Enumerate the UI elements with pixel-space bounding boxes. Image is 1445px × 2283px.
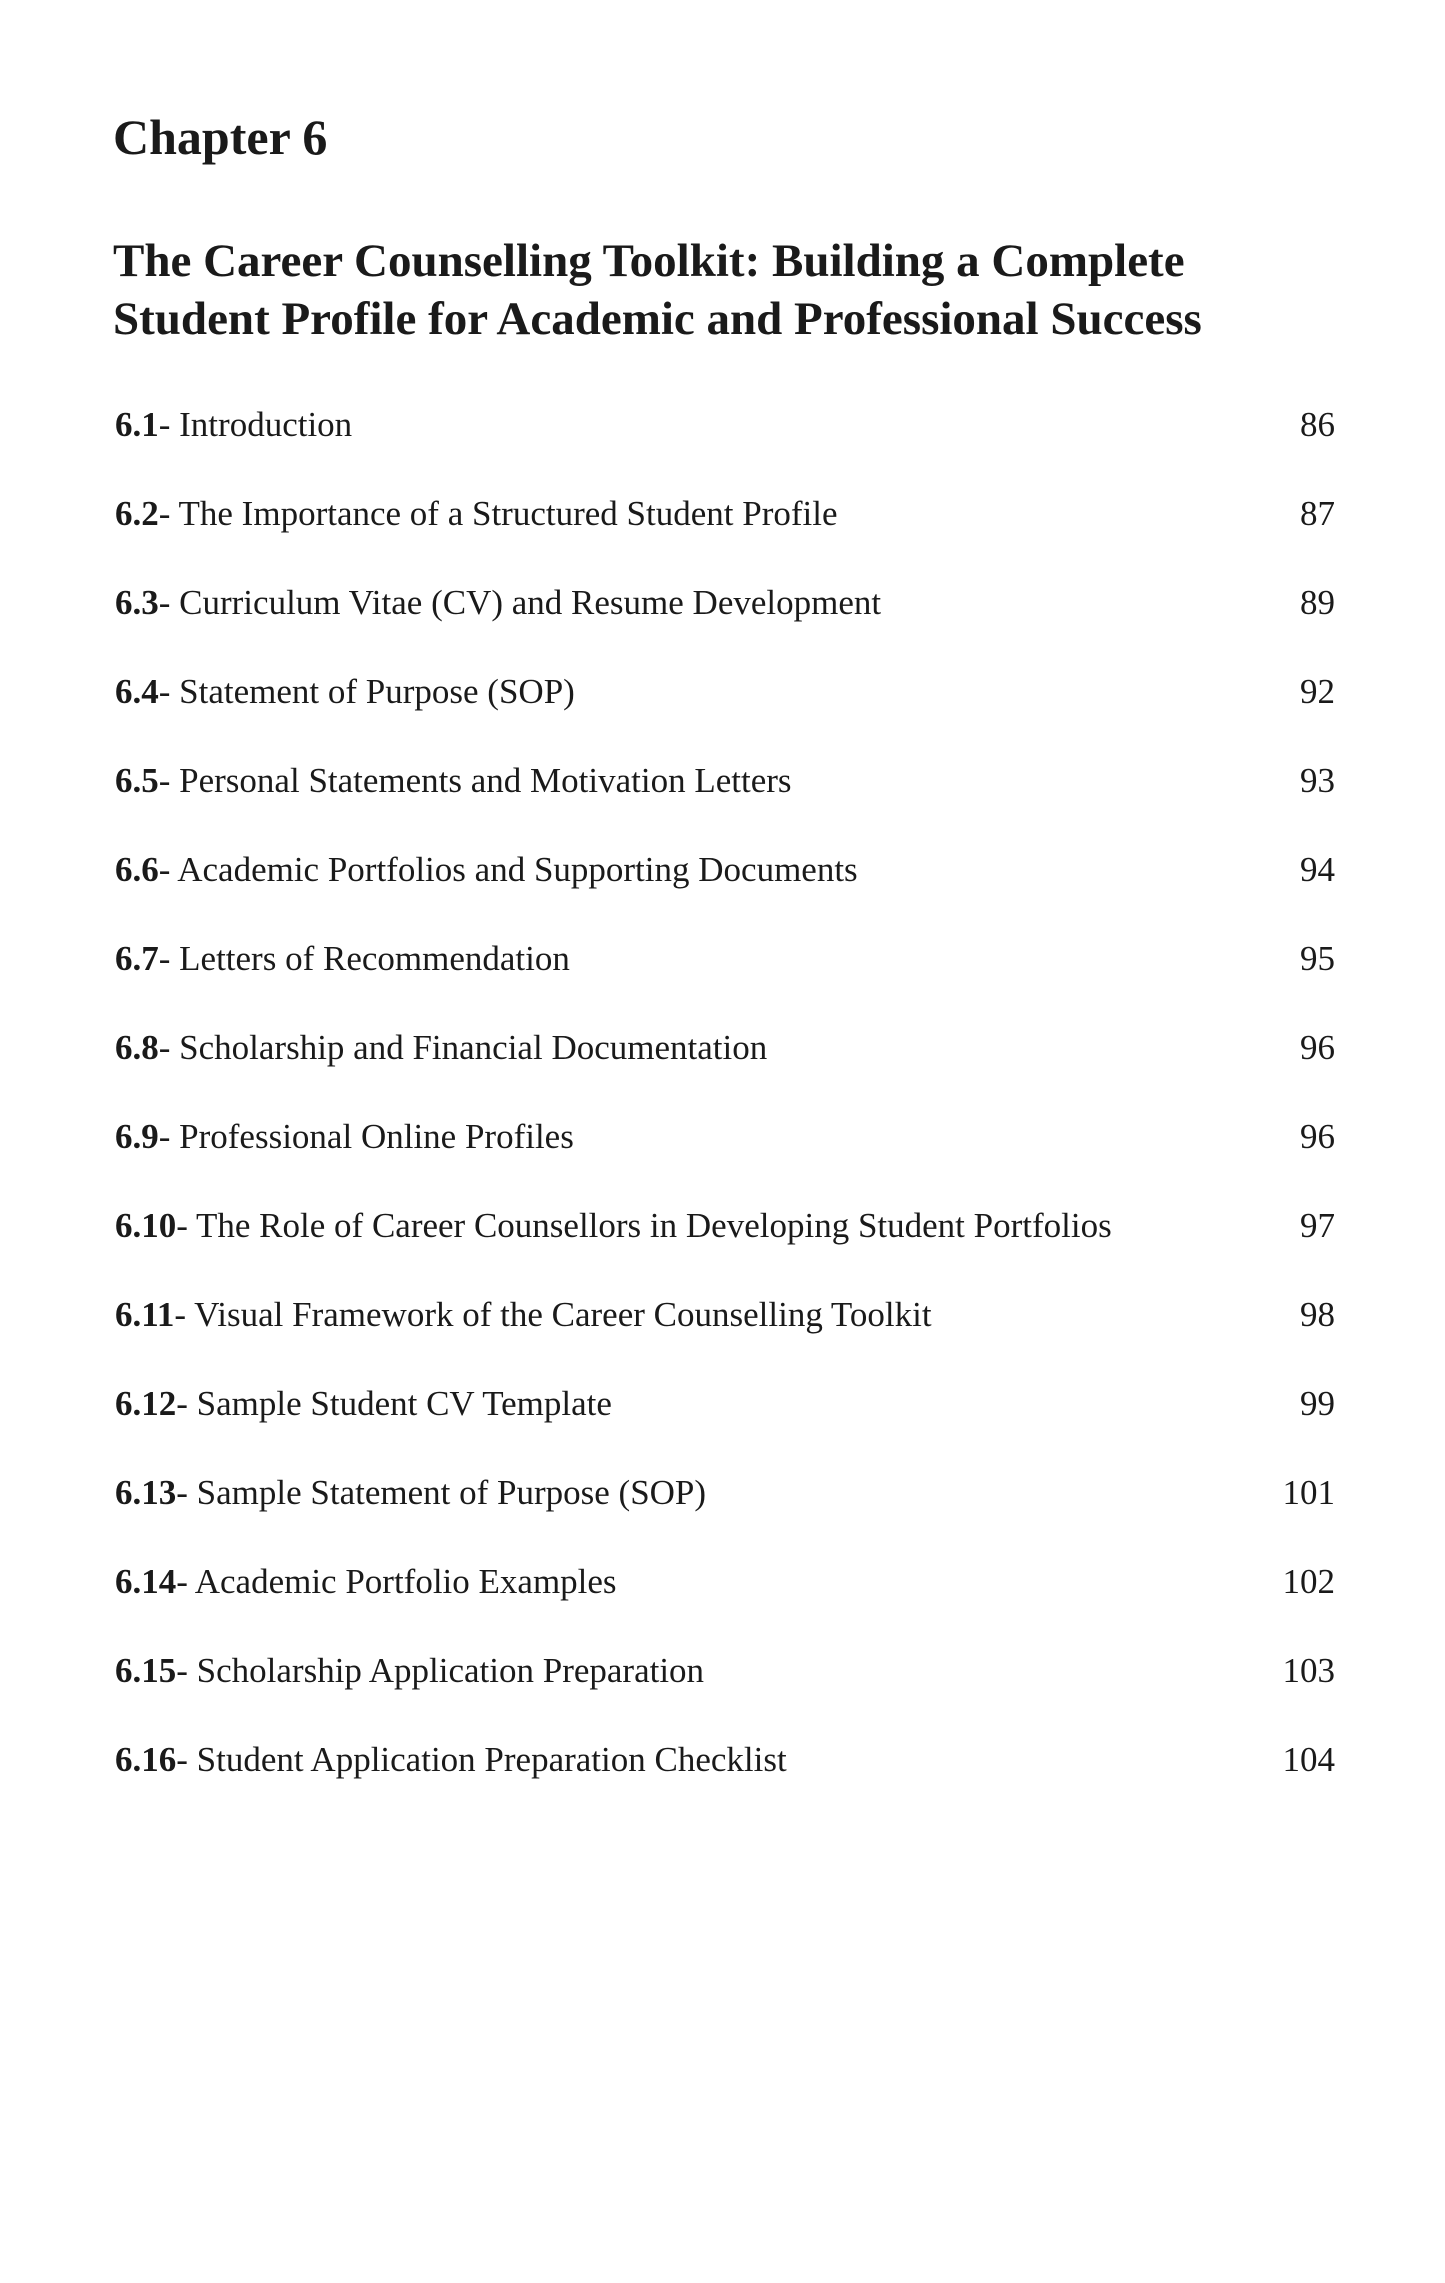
toc-page-number: 93 xyxy=(1300,761,1335,800)
toc-entry-label xyxy=(115,583,881,623)
toc-entry-label xyxy=(115,1562,617,1602)
toc-section-title: - Professional Online Profiles xyxy=(158,1117,574,1156)
toc-section-number: 6.11 xyxy=(115,1295,175,1334)
toc-section-number: 6.7 xyxy=(115,939,159,978)
toc-section-number: 6.15 xyxy=(115,1651,177,1690)
toc-entry xyxy=(115,1117,1335,1206)
chapter-label: Chapter 6 xyxy=(113,109,328,165)
toc-page-number: 86 xyxy=(1300,405,1335,444)
toc-entry xyxy=(115,1651,1335,1740)
toc-section-number: 6.3 xyxy=(115,583,159,622)
toc-entry-label xyxy=(115,761,792,801)
toc-section-number: 6.1 xyxy=(115,405,159,444)
toc-page-number: 92 xyxy=(1300,672,1335,711)
toc-entry-label xyxy=(115,1206,1112,1246)
toc-page-number: 104 xyxy=(1282,1740,1335,1779)
toc-page-number: 87 xyxy=(1300,494,1335,533)
toc-section-number: 6.10 xyxy=(115,1206,177,1245)
toc-entry xyxy=(115,1295,1335,1384)
toc-section-title: - Introduction xyxy=(158,405,353,444)
chapter-title: The Career Counselling Toolkit: Building a Complete Student Profile for Academic and Professional Success xyxy=(113,235,1202,345)
toc-entry xyxy=(115,1206,1335,1295)
toc-section-number: 6.4 xyxy=(115,672,159,711)
toc-entry-label xyxy=(115,1295,932,1335)
toc-entry-label xyxy=(115,1117,574,1157)
toc-page-number: 94 xyxy=(1300,850,1335,889)
toc-page-number: 102 xyxy=(1282,1562,1335,1601)
toc-section-title: - The Role of Career Counsellors in Developing Student Portfolios xyxy=(176,1206,1112,1245)
toc-entry xyxy=(115,405,1335,494)
toc-section-number: 6.12 xyxy=(115,1384,177,1423)
toc-entry xyxy=(115,761,1335,850)
toc-section-number: 6.2 xyxy=(115,494,159,533)
toc-page-number: 99 xyxy=(1300,1384,1335,1423)
toc-entry-label xyxy=(115,494,838,534)
toc-entry-label xyxy=(115,939,570,979)
toc-section-number: 6.16 xyxy=(115,1740,177,1779)
toc-section-title: - Sample Student CV Template xyxy=(176,1384,612,1423)
toc-entry xyxy=(115,1473,1335,1562)
toc-entry xyxy=(115,1562,1335,1651)
toc-section-title: - Letters of Recommendation xyxy=(158,939,570,978)
toc-section-title: - Statement of Purpose (SOP) xyxy=(158,672,575,711)
toc-section-number: 6.14 xyxy=(115,1562,177,1601)
toc-entry-label xyxy=(115,1651,704,1691)
toc-page-number: 96 xyxy=(1300,1028,1335,1067)
toc-section-title: - Curriculum Vitae (CV) and Resume Development xyxy=(158,583,882,622)
toc-entry xyxy=(115,850,1335,939)
toc-section-title: - The Importance of a Structured Student Profile xyxy=(158,494,838,533)
toc-entry xyxy=(115,1384,1335,1473)
toc-entry-label xyxy=(115,1028,767,1068)
toc-entry-label xyxy=(115,405,352,445)
toc-entry-label xyxy=(115,1740,787,1780)
toc-section-title: - Sample Statement of Purpose (SOP) xyxy=(176,1473,707,1512)
toc-entry xyxy=(115,494,1335,583)
toc-section-title: - Student Application Preparation Checklist xyxy=(176,1740,787,1779)
toc-section-number: 6.9 xyxy=(115,1117,159,1156)
toc-section-title: - Scholarship Application Preparation xyxy=(176,1651,705,1690)
toc-entry xyxy=(115,1740,1335,1829)
toc-page-number: 103 xyxy=(1282,1651,1335,1690)
toc-page-number: 101 xyxy=(1282,1473,1335,1512)
toc-entry xyxy=(115,1028,1335,1117)
toc-page-number: 89 xyxy=(1300,583,1335,622)
toc-entry xyxy=(115,939,1335,1028)
toc-section-title: - Visual Framework of the Career Counselling Toolkit xyxy=(174,1295,932,1334)
toc-entry-label xyxy=(115,1384,612,1424)
table-of-contents xyxy=(115,405,1335,1829)
toc-section-number: 6.8 xyxy=(115,1028,159,1067)
toc-entry-label xyxy=(115,850,858,890)
toc-entry-label xyxy=(115,1473,706,1513)
toc-entry-label xyxy=(115,672,575,712)
toc-section-number: 6.13 xyxy=(115,1473,177,1512)
toc-page-number: 98 xyxy=(1300,1295,1335,1334)
toc-page-number: 95 xyxy=(1300,939,1335,978)
toc-entry xyxy=(115,672,1335,761)
toc-entry xyxy=(115,583,1335,672)
toc-page-number: 96 xyxy=(1300,1117,1335,1156)
toc-page-number: 97 xyxy=(1300,1206,1335,1245)
toc-section-number: 6.6 xyxy=(115,850,159,889)
toc-section-title: - Personal Statements and Motivation Letters xyxy=(158,761,792,800)
toc-section-title: - Academic Portfolio Examples xyxy=(176,1562,617,1601)
toc-section-title: - Scholarship and Financial Documentation xyxy=(158,1028,768,1067)
toc-section-title: - Academic Portfolios and Supporting Documents xyxy=(158,850,858,889)
toc-section-number: 6.5 xyxy=(115,761,159,800)
